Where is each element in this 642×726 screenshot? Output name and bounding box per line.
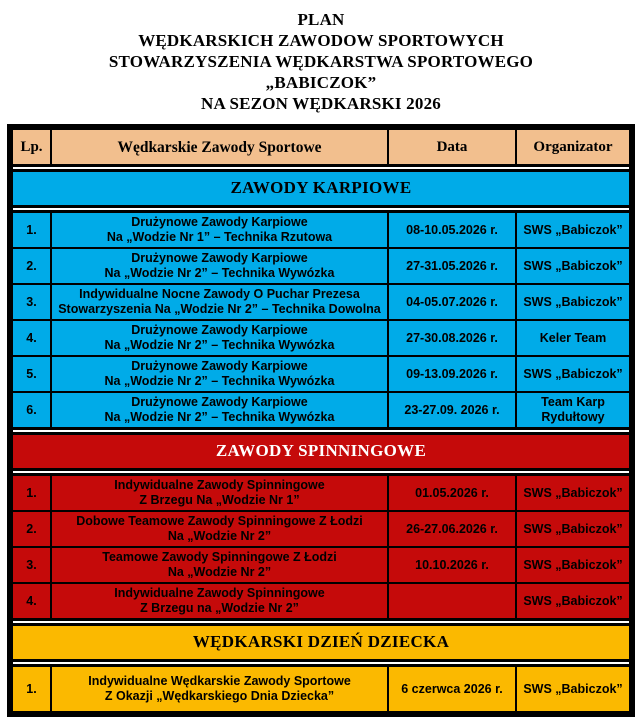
row-number: 4. [13,321,50,355]
event-line2: Na „Wodzie Nr 2” – Technika Wywózka [104,374,335,388]
row-number: 6. [13,393,50,427]
section-divider [13,468,629,476]
title-line-4: „BABICZOK” [265,73,377,92]
event-name [52,213,387,247]
row-number: 5. [13,357,50,391]
event-organizer: SWS „Babiczok” [517,548,629,582]
page-title [0,0,642,114]
event-line2: Z Brzegu na „Wodzie Nr 2” [140,601,299,615]
section-header-karpiowe: ZAWODY KARPIOWE [13,172,629,205]
event-line1: Drużynowe Zawody Karpiowe [131,395,308,409]
event-name [52,476,387,510]
section-divider [13,164,629,172]
event-line1: Dobowe Teamowe Zawody Spinningowe Z Łodzi [76,514,363,528]
event-line2: Na „Wodzie Nr 2” [167,565,272,579]
row-number: 1. [13,667,50,711]
event-organizer: SWS „Babiczok” [517,512,629,546]
event-date: 26-27.06.2026 r. [389,512,515,546]
event-organizer: SWS „Babiczok” [517,357,629,391]
event-name [52,584,387,618]
event-name [52,393,387,427]
event-date: 08-10.05.2026 r. [389,213,515,247]
event-line2: Z Okazji „Wędkarskiego Dnia Dziecka” [104,689,335,703]
event-organizer: SWS „Babiczok” [517,213,629,247]
event-line2: Na „Wodzie Nr 1” – Technika Rzutowa [106,230,333,244]
event-line2: Stowarzyszenia Na „Wodzie Nr 2” – Technika Dowolna [58,302,381,316]
row-number: 1. [13,213,50,247]
event-date: 04-05.07.2026 r. [389,285,515,319]
row-number: 3. [13,548,50,582]
event-line1: Drużynowe Zawody Karpiowe [131,251,308,265]
event-date: 23-27.09. 2026 r. [389,393,515,427]
event-line1: Drużynowe Zawody Karpiowe [131,215,308,229]
event-line1: Drużynowe Zawody Karpiowe [131,359,308,373]
event-line1: Indywidualne Wędkarskie Zawody Sportowe [88,674,351,688]
event-line2: Na „Wodzie Nr 2” [167,529,272,543]
event-date: 27-31.05.2026 r. [389,249,515,283]
row-number: 4. [13,584,50,618]
col-header-event: Wędkarskie Zawody Sportowe [52,130,387,164]
section-spinningowe [13,476,629,618]
event-organizer: SWS „Babiczok” [517,476,629,510]
event-organizer: SWS „Babiczok” [517,285,629,319]
event-line1: Drużynowe Zawody Karpiowe [131,323,308,337]
event-date: 10.10.2026 r. [389,548,515,582]
event-line2: Na „Wodzie Nr 2” – Technika Wywózka [104,410,335,424]
row-number: 3. [13,285,50,319]
title-line-2: WĘDKARSKICH ZAWODOW SPORTOWYCH [138,31,504,50]
col-header-date: Data [389,130,515,164]
event-name [52,667,387,711]
event-date: 27-30.08.2026 r. [389,321,515,355]
row-number: 2. [13,249,50,283]
event-name [52,249,387,283]
event-organizer: SWS „Babiczok” [517,667,629,711]
section-divider [13,618,629,626]
event-organizer: Keler Team [517,321,629,355]
section-divider [13,427,629,435]
event-name [52,321,387,355]
section-header-spinningowe: ZAWODY SPINNINGOWE [13,435,629,468]
event-name [52,512,387,546]
section-header-dzien-dziecka: WĘDKARSKI DZIEŃ DZIECKA [13,626,629,659]
event-line2: Na „Wodzie Nr 2” – Technika Wywózka [104,266,335,280]
event-date [389,584,515,618]
section-dzien-dziecka [13,667,629,711]
schedule-table [7,124,635,717]
event-name [52,285,387,319]
event-date: 01.05.2026 r. [389,476,515,510]
event-line1: Teamowe Zawody Spinningowe Z Łodzi [102,550,337,564]
title-line-3: STOWARZYSZENIA WĘDKARSTWA SPORTOWEGO [108,52,534,71]
row-number: 1. [13,476,50,510]
title-line-1: PLAN [297,10,345,29]
event-date: 6 czerwca 2026 r. [389,667,515,711]
col-header-organizer: Organizator [517,130,629,164]
section-karpiowe [13,213,629,427]
table-header-row [13,130,629,164]
event-line2: Z Brzegu Na „Wodzie Nr 1” [139,493,300,507]
col-header-lp: Lp. [13,130,50,164]
event-name [52,357,387,391]
title-line-5: NA SEZON WĘDKARSKI 2026 [201,94,441,113]
event-line1: Indywidualne Zawody Spinningowe [114,586,325,600]
event-organizer: SWS „Babiczok” [517,584,629,618]
event-organizer: SWS „Babiczok” [517,249,629,283]
event-line2: Na „Wodzie Nr 2” – Technika Wywózka [104,338,335,352]
row-number: 2. [13,512,50,546]
event-line1: Indywidualne Zawody Spinningowe [114,478,325,492]
section-divider [13,659,629,667]
event-line1: Indywidualne Nocne Zawody O Puchar Prezesa [79,287,360,301]
event-date: 09-13.09.2026 r. [389,357,515,391]
event-name [52,548,387,582]
event-organizer: Team Karp Rydułtowy [517,393,629,427]
section-divider [13,205,629,213]
